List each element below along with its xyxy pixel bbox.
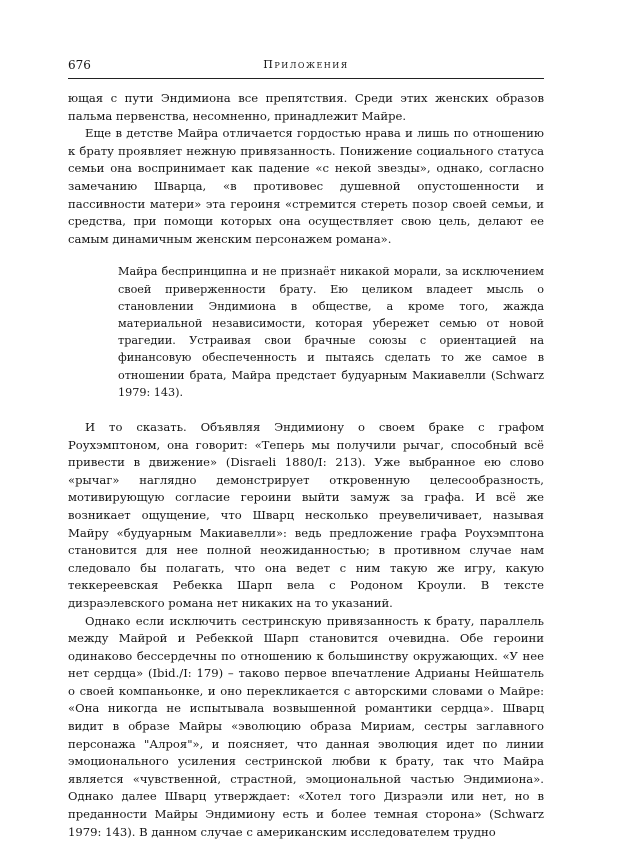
paragraph-1: ющая с пути Эндимиона все препятствия. Среди этих женских образов пальма первенства, несомненно, принадлежит Майре. <box>68 90 544 125</box>
paragraph-4: Однако если исключить сестринскую привязанность к брату, параллель между Майрой и Ребеккой Шарп становится очевидна. Обе героини одинаково бессердечны по отношению к большинству окружающих. «У нее нет сердца» (Ibid./I: 179) – таково первое впечатление Адрианы Нейшатель о своей компаньонке, и оно перекликается с авторскими словами о Майре: «Она никогда не испытывала возвышенной романтики сердца». Шварц видит в образе Майры «эволюцию образа Мириам, сестры заглавного персонажа "Алроя"», и поясняет, что данная эволюция идет по линии эмоционального усиления сестринской любви к брату, так что Майра является «чувственной, страстной, эмоциональной частью Эндимиона». Однако далее Шварц утверждает: «Хотел того Дизраэли или нет, но в преданности Майры Эндимиону есть и более темная сторона» (Schwarz 1979: 143). В данном случае с американским исследователем трудно <box>68 613 544 841</box>
running-header <box>68 58 544 76</box>
header-rule <box>68 78 544 79</box>
paragraph-3: И то сказать. Объявляя Эндимиону о своем браке с графом Роухэмптоном, она говорит: «Теперь мы получили рычаг, способный всё привести в движение» (Disraeli 1880/I: 213). Уже выбранное ею слово «рычаг» наглядно демонстрирует откровенную целесообразность, мотивирующую согласие героини выйти замуж за графа. И всё же возникает ощущение, что Шварц несколько преувеличивает, называя Майру «будуарным Макиавелли»: ведь предложение графа Роухэмптона становится для нее полной неожиданностью; в противном случае нам следовало бы полагать, что она ведет с ним такую же игру, какую теккереевская Ребекка Шарп вела с Родоном Кроули. В тексте дизраэлевского романа нет никаких на то указаний. <box>68 419 544 613</box>
page-body <box>68 90 544 841</box>
page-number: 676 <box>68 58 91 72</box>
block-quote: Майра беспринципна и не признаёт никакой морали, за исключением своей приверженности брату. Ею целиком владеет мысль о становлении Эндимиона в обществе, а кроме того, жажда материальной независимости, которая убережет семью от новой трагедии. Устраивая свои брачные союзы с ориентацией на финансовую обеспеченность и пытаясь сделать то же самое в отношении брата, Майра предстает будуарным Макиавелли (Schwarz 1979: 143). <box>118 263 544 401</box>
paragraph-2: Еще в детстве Майра отличается гордостью нрава и лишь по отношению к брату проявляет нежную привязанность. Понижение социального статуса семьи она воспринимает как падение «с некой звезды», однако, согласно замечанию Шварца, «в противовес душевной опустошенности и пассивности матери» эта героиня «стремится стереть позор своей семьи, и средства, при помощи которых она осуществляет свою цель, делают ее самым динамичным женским персонажем романа». <box>68 125 544 248</box>
section-title: Приложения <box>68 58 544 71</box>
